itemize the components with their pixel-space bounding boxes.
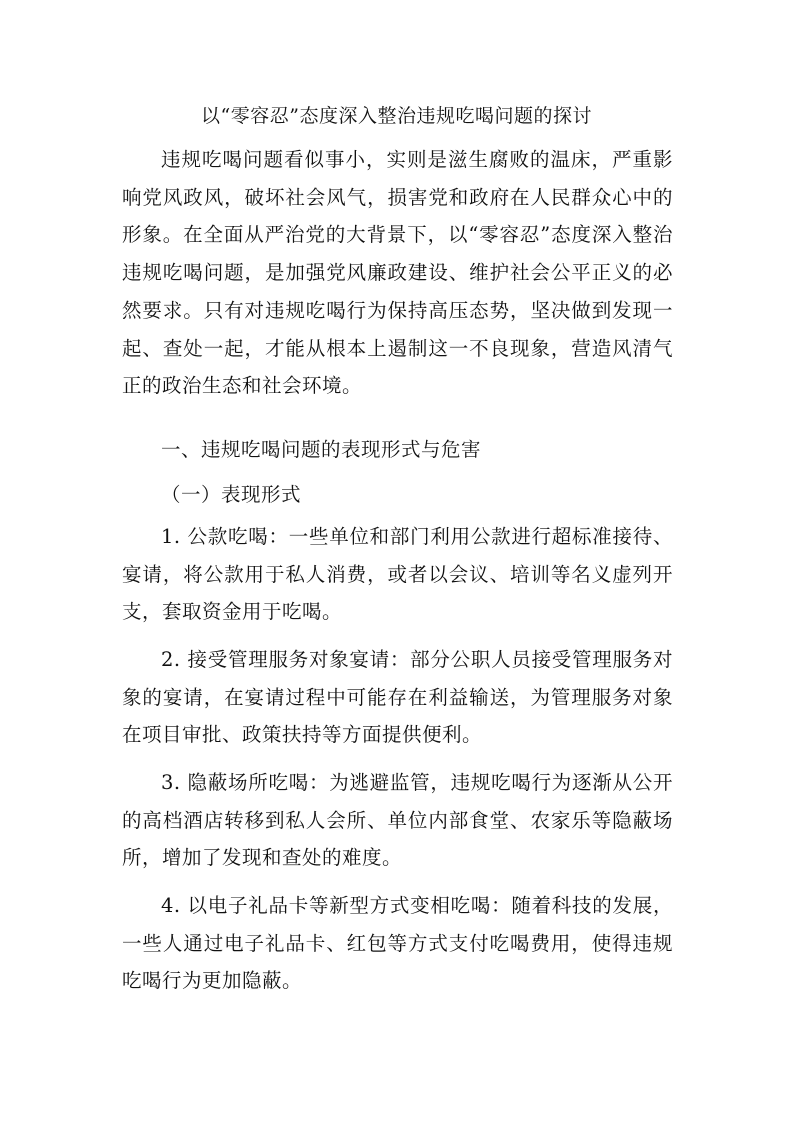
section-heading-1: 一、违规吃喝问题的表现形式与危害 (161, 438, 482, 461)
list-item-1: 1. 公款吃喝：一些单位和部门利用公款进行超标准接待、宴请，将公款用于私人消费，或者以会议、培训等名义虚列开支，套取资金用于吃喝。 (122, 525, 673, 624)
subsection-heading-1: （一）表现形式 (161, 483, 302, 506)
intro-paragraph: 违规吃喝问题看似事小，实则是滋生腐败的温床，严重影响党风政风，破坏社会风气，损害党和政府在人民群众心中的形象。在全面从严治党的大背景下，以“零容忍”态度深入整治违规吃喝问题，是加强党风廉政建设、维护社会公平正义的必然要求。只有对违规吃喝行为保持高压态势，坚决做到发现一起、查处一起，才能从根本上遏制这一不良现象，营造风清气正的政治生态和社会环境。 (122, 148, 673, 398)
list-item-2: 2. 接受管理服务对象宴请：部分公职人员接受管理服务对象的宴请，在宴请过程中可能存在利益输送，为管理服务对象在项目审批、政策扶持等方面提供便利。 (122, 648, 673, 747)
list-item-4: 4. 以电子礼品卡等新型方式变相吃喝：随着科技的发展，一些人通过电子礼品卡、红包等方式支付吃喝费用，使得违规吃喝行为更加隐蔽。 (122, 894, 673, 993)
document-title: 以“零容忍”态度深入整治违规吃喝问题的探讨 (201, 105, 592, 127)
list-item-3: 3. 隐蔽场所吃喝：为逃避监管，违规吃喝行为逐渐从公开的高档酒店转移到私人会所、单位内部食堂、农家乐等隐蔽场所，增加了发现和查处的难度。 (122, 771, 673, 870)
